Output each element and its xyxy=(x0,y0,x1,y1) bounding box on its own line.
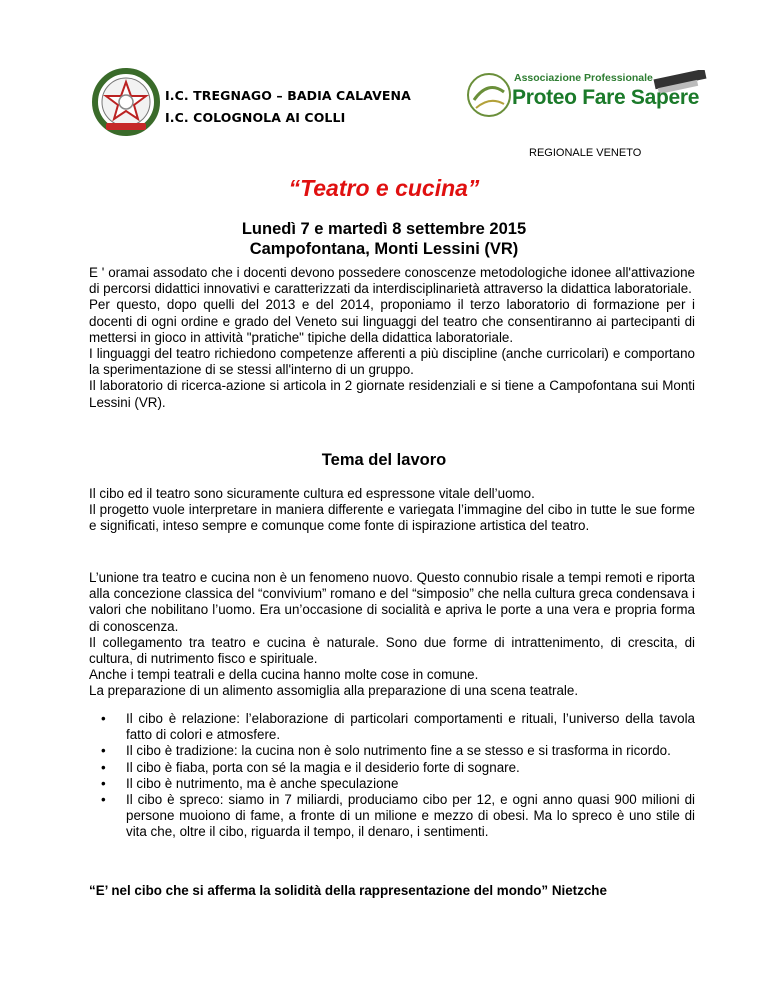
tema-paragraph-5: Anche i tempi teatrali e della cucina hanno molte cose in comune. xyxy=(89,667,479,683)
intro-paragraph-1: E ' oramai assodato che i docenti devono possedere conoscenze metodologiche idonee all'attivazione di percorsi didattici innovativi e caratterizzati da interdisciplinarietà attraverso la didattica laboratoriale. xyxy=(89,265,695,297)
list-item: • Il cibo è fiaba, porta con sé la magia e il desiderio forte di sognare. xyxy=(89,760,695,776)
event-location-line: Campofontana, Monti Lessini (VR) xyxy=(249,240,519,258)
logo-association-text: Associazione Professionale xyxy=(514,72,653,84)
intro-paragraph-3: I linguaggi del teatro richiedono competenze afferenti a più discipline (anche curricolari) e comportano la sperimentazione di se stessi all'interno di un gruppo. xyxy=(89,346,695,378)
document-title: “Teatro e cucina” xyxy=(288,175,480,201)
tema-paragraph-4: Il collegamento tra teatro e cucina è naturale. Sono due forme di intrattenimento, di crescita, di cultura, di nutrimento fisco e spirituale. xyxy=(89,634,695,667)
list-item: • Il cibo è nutrimento, ma è anche speculazione xyxy=(89,776,695,792)
event-dates xyxy=(0,219,768,259)
school-name-2: I.C. COLOGNOLA AI COLLI xyxy=(165,110,346,125)
intro-paragraph-2: Per questo, dopo quelli del 2013 e del 2014, proponiamo il terzo laboratorio di formazione per i docenti di ogni ordine e grado del Veneto sui linguaggi del teatro che consentiranno ai partecipanti di mettersi in gioco in attività "pratiche" tipiche della didattica laboratoriale. xyxy=(89,297,695,345)
list-item: • Il cibo è spreco: siamo in 7 miliardi, produciamo cibo per 12, e ogni anno quasi 900 milioni di persone muoiono di fame, a fronte di un milione e mezzo di obesi. Ma lo spreco è uno stile di vita che, oltre il cibo, riguarda il tempo, il denaro, i sentimenti. xyxy=(89,792,695,841)
intro-text xyxy=(89,265,695,411)
regionale-label: REGIONALE VENETO xyxy=(529,147,642,159)
intro-paragraph-4: Il laboratorio di ricerca-azione si articola in 2 giornate residenziali e si tiene a Campofontana sui Monti Lessini (VR). xyxy=(89,378,695,410)
tema-paragraph-3: L’unione tra teatro e cucina non è un fenomeno nuovo. Questo connubio risale a tempi remoti e riporta alla concezione classica del “convivium” romano e del “simposio” che nella cultura greca condensava i valori che nobilitano l’uomo. Era un’occasione di socialità e apriva le porte a una vera e propria forma di conoscenza. xyxy=(89,570,695,634)
school-name-1: I.C. TREGNAGO – BADIA CALAVENA xyxy=(165,88,411,103)
list-item: • Il cibo è relazione: l’elaborazione di particolari comportamenti e rituali, l’universo della tavola fatto di colori e atmosfere. xyxy=(89,711,695,743)
list-item: • Il cibo è tradizione: la cucina non è solo nutrimento fine a se stesso e si trasforma in ricordo. xyxy=(89,743,695,759)
section-title: Tema del lavoro xyxy=(321,451,447,469)
tema-paragraph-1: Il cibo ed il teatro sono sicuramente cultura ed espressone vitale dell’uomo. xyxy=(89,486,535,501)
tema-text-2 xyxy=(89,570,695,700)
tema-paragraph-6: La preparazione di un alimento assomiglia alla preparazione di una scena teatrale. xyxy=(89,683,579,699)
logo-name-text: Proteo Fare Sapere xyxy=(512,86,700,109)
tema-paragraph-2: Il progetto vuole interpretare in maniera differente e variegata l’immagine del cibo in tutte le sue forme e significati, inteso sempre e comunque come fonte di ispirazione artistica del teatro. xyxy=(89,502,695,534)
tema-text-1 xyxy=(89,486,695,535)
closing-quote: “E’ nel cibo che si afferma la solidità della rappresentazione del mondo” Nietzche xyxy=(89,883,607,898)
bullet-list xyxy=(89,711,695,841)
italian-republic-emblem-icon xyxy=(92,68,160,136)
event-date-line: Lunedì 7 e martedì 8 settembre 2015 xyxy=(241,220,527,238)
